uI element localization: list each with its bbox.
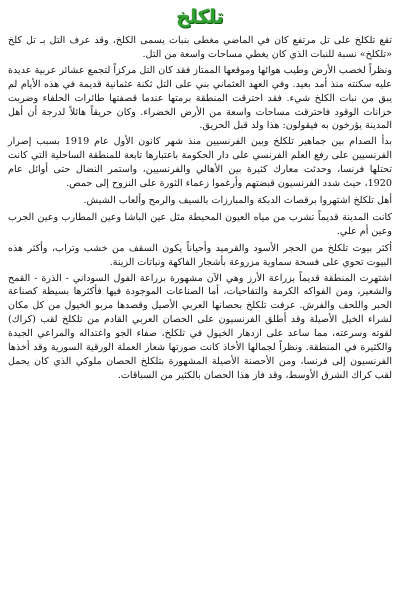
paragraph-water-springs: كانت المدينة قديماً تشرب من مياه العيون المحيطة مثل عين الباشا وعين المطارب وعين الجرب وعين أم علي. <box>8 211 392 237</box>
page-title: تلكلخ <box>176 6 224 28</box>
paragraph-history: ونظراً لخصب الأرض وطيب هوائها وموقعها الممتاز فقد كان التل مركزاً لتجمع عشائر عربية عديدة عليه سكنته منذ أمد بعيد. وفي العهد العثماني بني على التل ثكنة عثمانية قديمة في هذه الأيام لم يبق من نبات الكلخ شيء. فقد احترقت المنطقة برمتها عندما قصفتها طائرات الحلفاء وضربت خزانات الوقود فاحترقت مساحات واسعة من الأرض الخضراء. وكان حريقاً هائلاً لدرجة أن أهل المدينة يؤرخون به فيقولون: هذا ولد قبل الحريق. <box>8 64 392 132</box>
paragraph-intro: تقع تلكلخ على تل مرتفع كان في الماضي مغطى بنبات يسمى الكلخ، وقد عرف التل بـ تل كلخ «تلكلخ» نسبة للنبات الذي كان يغطي مساحات واسعة من التل. <box>8 35 392 60</box>
paragraph-agriculture-horses: اشتهرت المنطقة قديماً بزراعة الأرز وهي الآن مشهورة بزراعة الفول السوداني - الذرة - القمح والشعير، ومن الفواكه الكرمة والتفاحيات، أما الصناعات الموجودة فيها فأكثرها بسيطة كصناعة الحبر واللحف والفرش. عرفت تلكلخ بحصانها العربي الأصيل وقصدها مربو الخيول من كل مكان لشراء الخيل الأصيلة وقد أطلق الفرنسيون على الحصان العربي القادم من تلكلخ لقب (كراك) لقوته وسرعته، مما ساعد على ازدهار الخيول في تلكلخ، صفاء الجو واعتداله والمراعي الجيدة والكثيرة في المنطقة. ونظراً لجمالها الأخاذ كانت صورتها شعار العملة الورقية السورية وقد أخذها الفرنسيون إلى فرنسا، ومن الأحصنة الأصيلة المشهورة بتلكلخ الحصان ملوكي الذي كان يحمل لقب كراك الشرق الأوسط، وقد فاز هذا الحصان بالكثير من السباقات. <box>8 272 392 381</box>
paragraph-folklore: أهل تلكلخ اشتهروا برقصات الدبكة والمبارزات بالسيف والرمح وألعاب الشيش. <box>83 194 392 206</box>
paragraph-french-conflict: بدأ الصدام بين جماهير تلكلخ وبين الفرنسيين منذ شهر كانون الأول عام 1919 بسبب إصرار الفرنسيين على رفع العلم الفرنسي على دار الحكومة باعتبارها تابعة للمنطقة الساحلية التي كانت تحتلها فرنسا، وحدثت معارك كثيرة بين الأهالي والفرنسيين، واستمر النضال حتى أوائل عام 1920، حيث شدد الفرنسيون قبضتهم وأرغموا زعماء الثورة على النزوح إلى حمص. <box>8 136 392 190</box>
paragraph-houses: أكثر بيوت تلكلخ من الحجر الأسود والقرميد وأحياناً يكون السقف من خشب وتراب، وأكثر هذه البيوت تحوي على فسحة سماوية مزروعة بأشجار الفاكهة ونباتات الزينة. <box>8 242 392 268</box>
article-body <box>8 34 392 383</box>
